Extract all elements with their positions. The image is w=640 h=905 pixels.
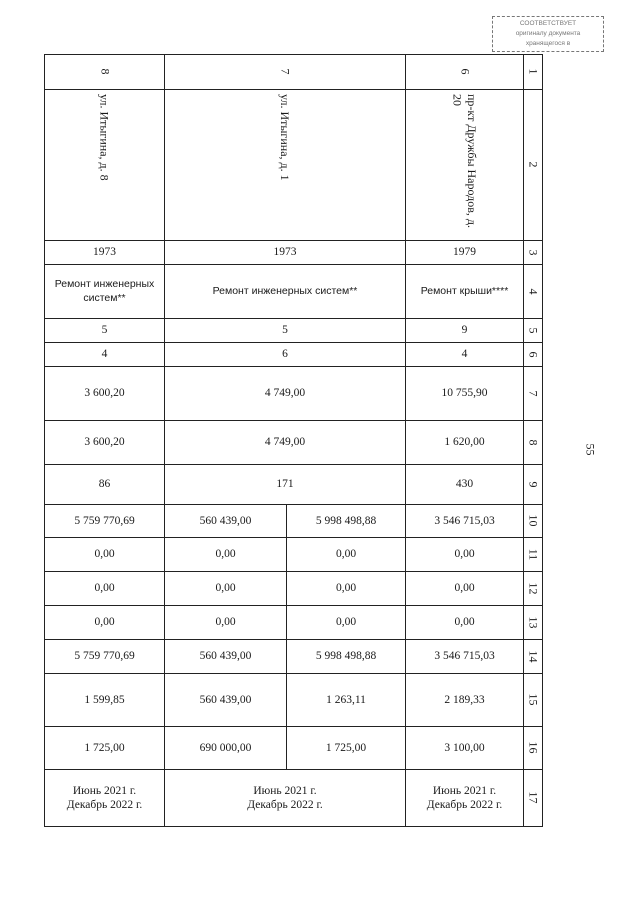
table-row: [45, 421, 543, 465]
row-number-cell: [524, 367, 543, 421]
work-type-cell: Ремонт инженерных систем**: [165, 265, 406, 319]
value-cell: 0,00: [406, 572, 524, 606]
certification-stamp: [492, 16, 604, 52]
period-cell: Июнь 2021 г. Декабрь 2022 г.: [45, 770, 165, 827]
row-number-cell: [524, 538, 543, 572]
table-row: [45, 343, 543, 367]
row-number: 14: [526, 650, 541, 663]
address-text: пр-кт Дружбы Народов, д. 20: [450, 94, 479, 229]
row-number-cell: [524, 90, 543, 241]
value-cell: 0,00: [165, 572, 287, 606]
column-number: 6: [458, 68, 472, 75]
row-number-cell: [524, 770, 543, 827]
row-number: 16: [526, 741, 541, 754]
year-cell: 1973: [165, 241, 406, 265]
table-row: [45, 90, 543, 241]
value-cell: 1 725,00: [45, 727, 165, 770]
value-cell: 6: [165, 343, 406, 367]
address-text: ул. Итыгина, д. 1: [278, 94, 293, 181]
value-cell: 1 725,00: [287, 727, 406, 770]
row-number: 17: [526, 791, 541, 804]
row-number: 12: [526, 582, 541, 595]
value-cell: 5 998 498,88: [287, 640, 406, 674]
value-cell: 0,00: [406, 606, 524, 640]
value-cell: 560 439,00: [165, 674, 287, 727]
table-row: [45, 367, 543, 421]
row-number-cell: [524, 727, 543, 770]
table-row: [45, 241, 543, 265]
row-number-cell: [524, 606, 543, 640]
table-row: [45, 465, 543, 505]
row-number-cell: [524, 319, 543, 343]
value-cell: 3 100,00: [406, 727, 524, 770]
row-number: 8: [526, 439, 541, 446]
address-text: ул. Итыгина, д. 8: [97, 94, 112, 181]
row-number-cell: [524, 343, 543, 367]
work-type-cell: Ремонт крыши****: [406, 265, 524, 319]
row-number: 4: [526, 288, 541, 295]
table-row: [45, 265, 543, 319]
value-cell: 0,00: [45, 606, 165, 640]
value-cell: 560 439,00: [165, 505, 287, 538]
value-cell: 0,00: [45, 572, 165, 606]
value-cell: 4 749,00: [165, 421, 406, 465]
table-row: [45, 770, 543, 827]
row-number: 7: [526, 390, 541, 397]
table-row: [45, 727, 543, 770]
value-cell: 3 546 715,03: [406, 640, 524, 674]
row-number-cell: [524, 241, 543, 265]
value-cell: 5 759 770,69: [45, 505, 165, 538]
column-number-cell: [45, 55, 165, 90]
value-cell: 1 263,11: [287, 674, 406, 727]
column-number: 8: [98, 68, 112, 75]
value-cell: 9: [406, 319, 524, 343]
year-cell: 1973: [45, 241, 165, 265]
row-number: 1: [526, 68, 541, 75]
value-cell: 10 755,90: [406, 367, 524, 421]
row-number-cell: [524, 465, 543, 505]
column-number-cell: [165, 55, 406, 90]
table-row: [45, 674, 543, 727]
housing-repair-table: [44, 54, 543, 827]
row-number: 2: [526, 161, 541, 168]
value-cell: 3 546 715,03: [406, 505, 524, 538]
value-cell: 0,00: [287, 572, 406, 606]
row-number: 15: [526, 693, 541, 706]
row-number: 10: [526, 514, 541, 527]
table-row: [45, 505, 543, 538]
table-row: [45, 640, 543, 674]
value-cell: 4: [45, 343, 165, 367]
stamp-line: СООТВЕТСТВУЕТ: [519, 20, 577, 27]
work-type-cell: Ремонт инженерных систем**: [45, 265, 165, 319]
value-cell: 5 759 770,69: [45, 640, 165, 674]
page-number: 55: [583, 443, 598, 456]
period-cell: Июнь 2021 г. Декабрь 2022 г.: [165, 770, 406, 827]
value-cell: 5 998 498,88: [287, 505, 406, 538]
row-number-cell: [524, 505, 543, 538]
table-row: [45, 606, 543, 640]
row-number-cell: [524, 572, 543, 606]
row-number-cell: [524, 640, 543, 674]
value-cell: 560 439,00: [165, 640, 287, 674]
value-cell: 2 189,33: [406, 674, 524, 727]
period-cell: Июнь 2021 г. Декабрь 2022 г.: [406, 770, 524, 827]
address-cell: [406, 90, 524, 241]
column-number-cell: [406, 55, 524, 90]
column-number: 7: [278, 68, 293, 75]
value-cell: 171: [165, 465, 406, 505]
row-number-cell: [524, 265, 543, 319]
table-row: [45, 55, 543, 90]
table-row: [45, 538, 543, 572]
row-number: 6: [526, 351, 541, 358]
value-cell: 0,00: [287, 606, 406, 640]
value-cell: 0,00: [165, 538, 287, 572]
value-cell: 86: [45, 465, 165, 505]
value-cell: 0,00: [45, 538, 165, 572]
value-cell: 690 000,00: [165, 727, 287, 770]
year-cell: 1979: [406, 241, 524, 265]
row-number-cell: [524, 55, 543, 90]
row-number-cell: [524, 674, 543, 727]
row-number: 11: [526, 548, 541, 561]
value-cell: 0,00: [287, 538, 406, 572]
row-number: 5: [526, 327, 541, 334]
table-row: [45, 319, 543, 343]
value-cell: 4: [406, 343, 524, 367]
value-cell: 3 600,20: [45, 367, 165, 421]
value-cell: 0,00: [406, 538, 524, 572]
stamp-line: хранящегося в: [525, 40, 571, 47]
value-cell: 1 620,00: [406, 421, 524, 465]
value-cell: 430: [406, 465, 524, 505]
value-cell: 4 749,00: [165, 367, 406, 421]
value-cell: 3 600,20: [45, 421, 165, 465]
row-number: 13: [526, 616, 541, 629]
address-cell: [45, 90, 165, 241]
stamp-line: оригиналу документа: [515, 30, 581, 37]
value-cell: 5: [45, 319, 165, 343]
address-cell: [165, 90, 406, 241]
table-row: [45, 572, 543, 606]
value-cell: 0,00: [165, 606, 287, 640]
row-number-cell: [524, 421, 543, 465]
row-number: 3: [526, 249, 541, 256]
row-number: 9: [526, 481, 541, 488]
value-cell: 1 599,85: [45, 674, 165, 727]
value-cell: 5: [165, 319, 406, 343]
